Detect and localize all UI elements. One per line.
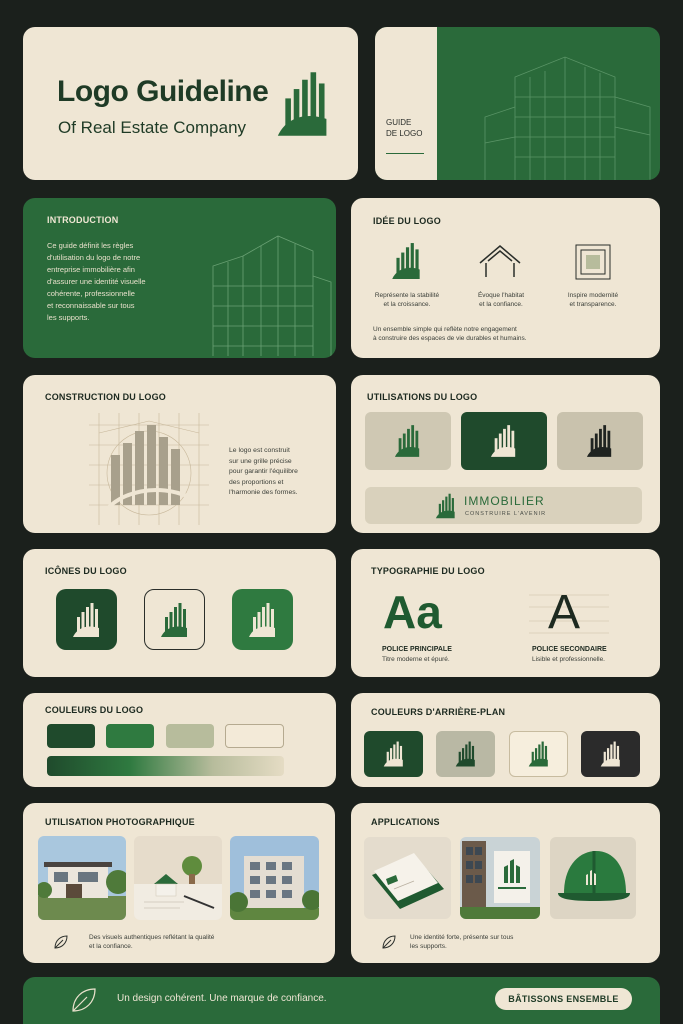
- logo-icon: [72, 602, 102, 638]
- construction-card: [23, 375, 336, 533]
- logo-icon: [383, 740, 405, 768]
- logo-icon: [528, 740, 550, 768]
- photo-caption: Des visuels authentiques reflétant la qualité et la confiance.: [89, 934, 215, 951]
- logo-icon: [435, 493, 457, 519]
- logo-grid-diagram: [89, 413, 209, 525]
- usage-light-tile: [365, 412, 451, 470]
- idee-item-2: Évoque l'habitat et la confiance.: [477, 292, 525, 309]
- building-sketch-icon: [475, 37, 655, 180]
- primary-font-sample: Aa: [383, 586, 442, 638]
- usage-grey-tile: [557, 412, 643, 470]
- hero-title: Logo Guideline: [57, 75, 269, 108]
- helmet-photo: [550, 837, 636, 919]
- idee-summary: Un ensemble simple qui reflète notre engagement à construire des espaces de vie durables et humains.: [373, 326, 527, 343]
- icones-title: ICÔNES DU LOGO: [45, 566, 127, 576]
- building-leaf-icon: [391, 242, 423, 280]
- cover-label-1: GUIDE: [386, 118, 412, 127]
- cover-card: [375, 27, 660, 180]
- logo-icon: [600, 740, 622, 768]
- usage-horizontal-lockup: [365, 487, 642, 524]
- signage-photo: [460, 837, 540, 919]
- couleurs-card: [23, 693, 336, 787]
- logo-icon: [160, 602, 190, 638]
- couleurs-title: COULEURS DU LOGO: [45, 705, 144, 715]
- bg-dark-green: [364, 731, 423, 777]
- introduction-title: INTRODUCTION: [47, 215, 119, 225]
- hero-card: [23, 27, 358, 180]
- bg-cream: [509, 731, 568, 777]
- arriere-plan-title: COULEURS D'ARRIÈRE-PLAN: [371, 707, 506, 717]
- logo-icon: [455, 740, 477, 768]
- brand-tagline: CONSTRUIRE L'AVENIR: [465, 511, 547, 517]
- typographie-card: [351, 549, 660, 677]
- square-frame-icon: [575, 244, 611, 280]
- applications-title: APPLICATIONS: [371, 817, 440, 827]
- swatch-sage: [166, 724, 214, 748]
- utilisations-title: UTILISATIONS DU LOGO: [367, 392, 478, 402]
- logo-icon: [586, 424, 614, 458]
- bg-charcoal: [581, 731, 640, 777]
- idee-card: [351, 198, 660, 358]
- logo-icon: [394, 424, 422, 458]
- leaf-icon: [381, 934, 397, 950]
- footer-text: Un design cohérent. Une marque de confiance.: [117, 993, 327, 1004]
- stationery-photo: [364, 837, 451, 919]
- construction-title: CONSTRUCTION DU LOGO: [45, 392, 166, 402]
- house-photo: [38, 836, 126, 920]
- primary-font-desc: Titre moderne et épuré.: [382, 656, 450, 663]
- hero-subtitle: Of Real Estate Company: [58, 118, 247, 137]
- leaf-icon: [70, 986, 98, 1014]
- house-roof-icon: [478, 243, 522, 279]
- idee-item-1: Représente la stabilité et la croissance.: [374, 292, 440, 309]
- brand-name: IMMOBILIER: [464, 494, 545, 508]
- model-house-photo: [134, 836, 222, 920]
- leaf-icon: [53, 934, 69, 950]
- swatch-dark-green: [47, 724, 95, 748]
- construction-text: Le logo est construit sur une grille précise pour garantir l'équilibre des proportions et l'harmonie des formes.: [229, 447, 298, 497]
- batissons-button[interactable]: BÂTISSONS ENSEMBLE: [495, 988, 632, 1010]
- app-icon-green: [232, 589, 293, 650]
- icones-card: [23, 549, 336, 677]
- photo-card: [23, 803, 335, 963]
- apartment-photo: [230, 836, 319, 920]
- typographie-title: TYPOGRAPHIE DU LOGO: [371, 566, 485, 576]
- swatch-green: [106, 724, 154, 748]
- logo-icon: [248, 602, 278, 638]
- logo-icon: [276, 69, 332, 139]
- cover-divider: [386, 153, 424, 154]
- cover-label-2: DE LOGO: [386, 129, 423, 139]
- applications-caption: Une identité forte, présente sur tous les supports.: [410, 934, 514, 951]
- app-icon-outline: [144, 589, 205, 650]
- introduction-card: [23, 198, 336, 358]
- building-sketch-icon: [183, 216, 333, 356]
- applications-card: [351, 803, 660, 963]
- photo-title: UTILISATION PHOTOGRAPHIQUE: [45, 817, 195, 827]
- primary-font-label: POLICE PRINCIPALE: [382, 646, 452, 653]
- logo-icon: [490, 424, 518, 458]
- app-icon-dark: [56, 589, 117, 650]
- secondary-font-desc: Lisible et professionnelle.: [532, 656, 605, 663]
- bg-sage: [436, 731, 495, 777]
- secondary-font-label: POLICE SECONDAIRE: [532, 646, 607, 653]
- color-gradient-bar: [47, 756, 284, 776]
- introduction-text: Ce guide définit les règles d'utilisation du logo de notre entreprise immobilière afin d'assurer une identité visuelle cohérente, professionnelle et reconnaissable sur tous les supports.: [47, 241, 146, 322]
- swatch-cream: [225, 724, 284, 748]
- cover-sidebar: [375, 27, 437, 180]
- idee-item-3: Inspire modernité et transparence.: [567, 292, 619, 309]
- arriere-plan-card: [351, 693, 660, 787]
- usage-dark-tile: [461, 412, 547, 470]
- utilisations-card: [351, 375, 660, 533]
- footer-bar: [23, 977, 660, 1024]
- secondary-font-sample: A: [548, 586, 581, 639]
- idee-title: IDÉE DU LOGO: [373, 216, 441, 226]
